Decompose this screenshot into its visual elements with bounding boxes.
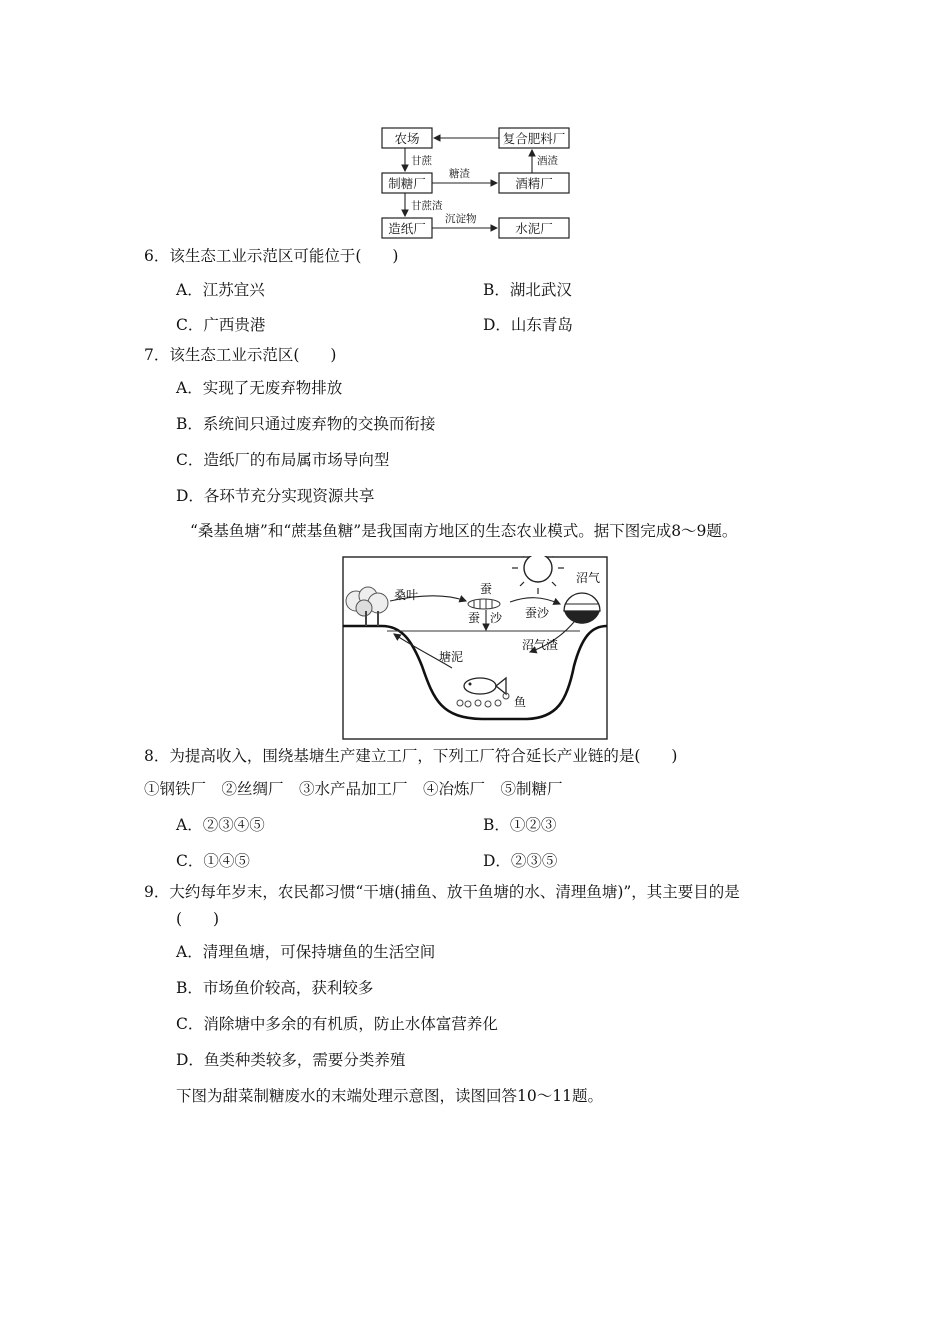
q8-option-a[interactable]: A．②③④⑤ <box>176 816 265 834</box>
svg-text:农场: 农场 <box>394 131 420 146</box>
svg-text:复合肥料厂: 复合肥料厂 <box>502 131 566 146</box>
label-silkworm: 蚕 <box>480 582 493 596</box>
q9-option-a[interactable]: A．清理鱼塘，可保持塘鱼的生活空间 <box>176 943 436 961</box>
q6-option-a[interactable]: A．江苏宜兴 <box>176 281 265 299</box>
label-tangzha: 糖渣 <box>449 168 470 180</box>
label-fish: 鱼 <box>514 695 527 709</box>
label-ganzhe: 甘蔗 <box>411 155 432 167</box>
node-sugar-plant <box>382 173 432 193</box>
q9-option-b[interactable]: B．市场鱼价较高，获利较多 <box>176 979 374 997</box>
q7-option-c[interactable]: C．造纸厂的布局属市场导向型 <box>176 451 390 469</box>
q8-option-b[interactable]: B．①②③ <box>483 816 557 834</box>
industrial-flow-diagram <box>375 122 575 240</box>
svg-text:水泥厂: 水泥厂 <box>515 221 553 236</box>
label-chendianwu: 沉淀物 <box>445 213 477 225</box>
svg-text:制糖厂: 制糖厂 <box>388 176 426 191</box>
label-mulberry-leaf: 桑叶 <box>394 588 419 602</box>
q6-stem: 6．该生态工业示范区可能位于( ) <box>144 247 399 265</box>
node-alcohol-plant <box>499 173 569 193</box>
q9-option-c[interactable]: C．消除塘中多余的有机质，防止水体富营养化 <box>176 1015 498 1033</box>
q6-option-d[interactable]: D．山东青岛 <box>483 316 573 334</box>
label-silkworm-sand-2: 沙 <box>490 611 503 625</box>
intro-10-11: 下图为甜菜制糖废水的末端处理示意图，读图回答10～11题。 <box>176 1087 603 1105</box>
silkworm-icon <box>468 599 500 609</box>
label-silkworm-sand: 蚕沙 <box>525 606 550 620</box>
node-fertilizer-plant <box>499 128 569 148</box>
q6-option-b[interactable]: B．湖北武汉 <box>483 281 572 299</box>
node-paper-mill <box>382 218 432 238</box>
label-jiuzha: 酒渣 <box>537 155 558 167</box>
mulberry-fish-pond-diagram <box>342 556 608 740</box>
q7-option-a[interactable]: A．实现了无废弃物排放 <box>176 379 343 397</box>
label-silkworm-sand-1: 蚕 <box>468 611 481 625</box>
q7-option-b[interactable]: B．系统间只通过废弃物的交换而衔接 <box>176 415 436 433</box>
intro-8-9: “桑基鱼塘”和“蔗基鱼糖”是我国南方地区的生态农业模式。据下图完成8～9题。 <box>190 522 738 540</box>
label-pond-mud: 塘泥 <box>439 650 464 664</box>
q8-option-c[interactable]: C．①④⑤ <box>176 852 250 870</box>
svg-text:酒精厂: 酒精厂 <box>515 176 553 191</box>
q6-option-c[interactable]: C．广西贵港 <box>176 316 266 334</box>
q8-option-d[interactable]: D．②③⑤ <box>483 852 558 870</box>
svg-text:造纸厂: 造纸厂 <box>388 221 426 236</box>
q8-stem: 8．为提高收入，围绕基塘生产建立工厂，下列工厂符合延长产业链的是( ) <box>144 747 678 765</box>
q7-stem: 7．该生态工业示范区( ) <box>144 346 337 364</box>
q9-stem: 9．大约每年岁末，农民都习惯“干塘(捕鱼、放干鱼塘的水、清理鱼塘)”，其主要目的是 <box>144 883 740 901</box>
label-ganzhezha: 甘蔗渣 <box>411 200 443 212</box>
label-biogas: 沼气 <box>576 571 601 585</box>
q8-items: ①钢铁厂 ②丝绸厂 ③水产品加工厂 ④冶炼厂 ⑤制糖厂 <box>144 780 563 798</box>
q9-stem-paren: ( ) <box>176 910 220 928</box>
q7-option-d[interactable]: D．各环节充分实现资源共享 <box>176 487 375 505</box>
q9-option-d[interactable]: D．鱼类种类较多，需要分类养殖 <box>176 1051 406 1069</box>
diagram-frame <box>343 557 607 739</box>
node-farm <box>382 128 432 148</box>
node-cement-plant <box>499 218 569 238</box>
label-biogas-residue: 沼气渣 <box>522 638 559 652</box>
